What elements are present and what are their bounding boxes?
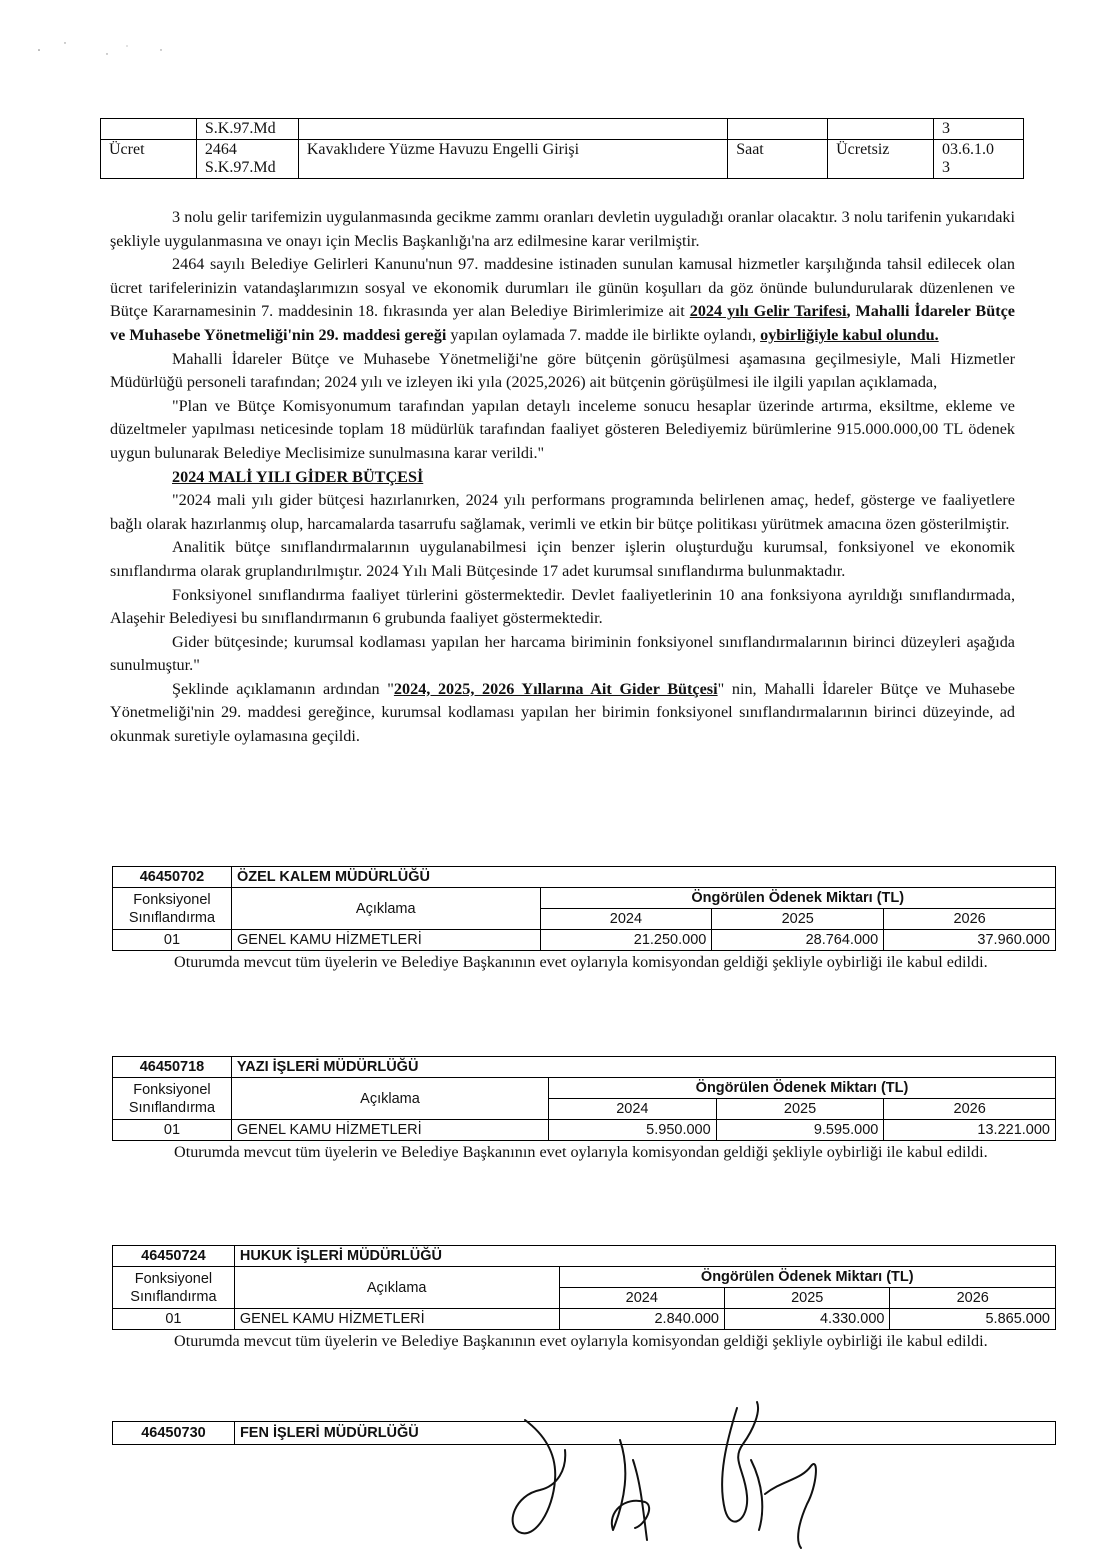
fonksiyonel-header: Fonksiyonel Sınıflandırma	[113, 1078, 232, 1120]
table-row	[101, 140, 1024, 179]
vote-result: Oturumda mevcut tüm üyelerin ve Belediye Başkanının evet oylarıyla komisyondan geldiği şekliyle oybirliği ile kabul edildi.	[174, 1143, 988, 1161]
text-span: 2024 yılı Gelir Tarifesi	[689, 302, 847, 321]
paragraph: Fonksiyonel sınıflandırma faaliyet türlerini göstermektedir. Devlet faaliyetlerinin 10 ana fonksiyona ayrıldığı sınıflandırmada, Alaşehir Belediyesi bu sınıflandırmanın 6 grubunda faaliyet göstermektedir.	[110, 585, 1015, 628]
text-span: " nin, Mahalli İdareler Bütçe ve Muhasebe Yönetmeliği'nin 29. maddesi gereğince, kurumsal kodlaması yapılan her birimin fonksiyonel sınıflandırmalarının birinci düzeyinde, ad okunmak suretiyle oylamasına geçildi.	[110, 679, 1015, 746]
tariff-law: S.K.97.Md	[196, 119, 298, 140]
unit-name: HUKUK İŞLERİ MÜDÜRLÜĞÜ	[234, 1246, 1055, 1267]
text-span: , Mahalli İdareler Bütçe ve Muhasebe Yönetmeliği'nin 29. maddesi gereği	[110, 302, 1015, 344]
year-header: 2026	[884, 1099, 1056, 1120]
func-name: GENEL KAMU HİZMETLERİ	[231, 930, 540, 951]
fonksiyonel-header: Fonksiyonel Sınıflandırma	[113, 888, 232, 930]
body-text	[110, 206, 1015, 749]
amount-2025: 4.330.000	[725, 1309, 890, 1330]
tariff-code: 3	[934, 119, 1024, 140]
year-header: 2025	[716, 1099, 884, 1120]
func-code: 01	[113, 930, 232, 951]
aciklama-header: Açıklama	[231, 888, 540, 930]
tariff-table	[100, 118, 1024, 179]
func-name: GENEL KAMU HİZMETLERİ	[234, 1309, 559, 1330]
amount-2024: 21.250.000	[540, 930, 712, 951]
unit-name: ÖZEL KALEM MÜDÜRLÜĞÜ	[231, 867, 1055, 888]
vote-result: Oturumda mevcut tüm üyelerin ve Belediye Başkanının evet oylarıyla komisyondan geldiği şekliyle oybirliği ile kabul edildi.	[174, 953, 988, 971]
text-span: 2464 sayılı Belediye Gelirleri Kanunu'nun 97. maddesine istinaden sunulan kamusal hizmetler karşılığında tahsil edilecek olan ücret tarifelerinizin vatandaşlarımızın sosyal ve ekonomik durumları ile günün koşulları da göz önünde bulundurularak düzenlenen ve Bütçe Kararnamesinin 7. maddesinin 18. fıkrasında yer alan Belediye Birimlerimize ait	[110, 255, 1015, 321]
unit-code: 46450702	[113, 867, 232, 888]
text-span: oybirliğiyle kabul olundu.	[760, 325, 939, 344]
unit-code: 46450718	[113, 1057, 232, 1078]
table-row	[113, 1309, 1056, 1330]
ongorulen-header: Öngörülen Ödenek Miktarı (TL)	[549, 1078, 1056, 1099]
table-row	[113, 930, 1056, 951]
year-header: 2024	[540, 909, 712, 930]
tariff-code: 03.6.1.0 3	[934, 140, 1024, 179]
func-code: 01	[113, 1309, 235, 1330]
vote-result: Oturumda mevcut tüm üyelerin ve Belediye Başkanının evet oylarıyla komisyondan geldiği şekliyle oybirliği ile kabul edildi.	[174, 1332, 988, 1350]
year-header: 2026	[890, 1288, 1056, 1309]
budget-table	[112, 1245, 1056, 1330]
unit-code: 46450724	[113, 1246, 235, 1267]
tariff-unit	[728, 119, 828, 140]
budget-block	[112, 1056, 1058, 1164]
tariff-law: 2464 S.K.97.Md	[196, 140, 298, 179]
amount-2025: 9.595.000	[716, 1120, 884, 1141]
signature-1	[513, 1420, 566, 1533]
paragraph	[110, 678, 1015, 749]
year-header: 2024	[549, 1099, 717, 1120]
year-header: 2025	[725, 1288, 890, 1309]
tariff-unit: Saat	[728, 140, 828, 179]
ongorulen-header: Öngörülen Ödenek Miktarı (TL)	[559, 1267, 1055, 1288]
unit-code: 46450730	[113, 1422, 235, 1445]
text-span: yapılan oylamada 7. madde ile birlikte oylandı,	[446, 325, 761, 344]
tariff-type	[101, 119, 197, 140]
budget-block	[112, 866, 1058, 974]
paragraph: Gider bütçesinde; kurumsal kodlaması yapılan her harcama biriminin fonksiyonel sınıflandırmalarının birinci düzeyleri aşağıda sunulmuştur."	[110, 632, 1015, 675]
table-row	[101, 119, 1024, 140]
amount-2024: 2.840.000	[559, 1309, 724, 1330]
fonksiyonel-header: Fonksiyonel Sınıflandırma	[113, 1267, 235, 1309]
scan-noise	[35, 38, 175, 68]
paragraph	[110, 253, 1015, 347]
amount-2025: 28.764.000	[712, 930, 884, 951]
table-row	[113, 1120, 1056, 1141]
aciklama-header: Açıklama	[231, 1078, 548, 1120]
amount-2026: 5.865.000	[890, 1309, 1056, 1330]
signature-2	[612, 1440, 649, 1540]
func-name: GENEL KAMU HİZMETLERİ	[231, 1120, 548, 1141]
func-code: 01	[113, 1120, 232, 1141]
text-span: Şeklinde açıklamanın ardından "	[172, 679, 394, 698]
ongorulen-header: Öngörülen Ödenek Miktarı (TL)	[540, 888, 1055, 909]
section-heading: 2024 MALİ YILI GİDER BÜTÇESİ	[172, 467, 424, 486]
year-header: 2024	[559, 1288, 724, 1309]
tariff-fee	[828, 119, 934, 140]
year-header: 2026	[884, 909, 1056, 930]
paragraph: 3 nolu gelir tarifemizin uygulanmasında gecikme zammı oranları devletin uyguladığı oranlar olacaktır. 3 nolu tarifenin yukarıdaki şekliyle uygulanmasına ve onayı için Meclis Başkanlığı'na arz edilmesine karar verilmiştir.	[110, 208, 1015, 250]
tariff-description: Kavaklıdere Yüzme Havuzu Engelli Girişi	[298, 140, 727, 179]
budget-block	[112, 1245, 1058, 1353]
signatures	[495, 1400, 855, 1550]
year-header: 2025	[712, 909, 884, 930]
unit-name: YAZI İŞLERİ MÜDÜRLÜĞÜ	[231, 1057, 1055, 1078]
paragraph: "2024 mali yılı gider bütçesi hazırlanırken, 2024 yılı performans programında belirlenen amaç, hedef, gösterge ve faaliyetlere bağlı olarak hazırlanmış olup, harcamalarda tasarrufu sağlamak, verimli ve etkin bir bütçe politikası yürütmek amacına özen gösterilmiştir.	[110, 491, 1015, 533]
paragraph: Mahalli İdareler Bütçe ve Muhasebe Yönetmeliği'ne göre bütçenin görüşülmesi aşamasına geçilmesiyle, Mali Hizmetler Müdürlüğü personeli tarafından; 2024 yılı ve izleyen iki yıla (2025,2026) ait bütçenin görüşülmesi ile ilgili yapılan açıklamada,	[110, 349, 1015, 392]
tariff-type: Ücret	[101, 140, 197, 179]
text-span: 2024, 2025, 2026 Yıllarına Ait Gider Bütçesi	[393, 679, 718, 698]
tariff-description	[298, 119, 727, 140]
signature-3	[722, 1402, 816, 1548]
unit-name: FEN İŞLERİ MÜDÜRLÜĞÜ	[234, 1422, 1055, 1445]
budget-table	[112, 866, 1056, 951]
tariff-fee: Ücretsiz	[828, 140, 934, 179]
amount-2026: 37.960.000	[884, 930, 1056, 951]
paragraph: "Plan ve Bütçe Komisyonumum tarafından yapılan detaylı inceleme sonucu hesaplar üzerinde artırma, eksiltme, ekleme ve düzeltmeler yapılması neticesinde toplam 18 müdürlük tarafından faaliyet gösteren Belediyemiz bürümlerine 915.000.000,00 TL ödenek uygun bulunarak Belediye Meclisimize sunulmasına karar verildi."	[110, 396, 1015, 462]
aciklama-header: Açıklama	[234, 1267, 559, 1309]
budget-table	[112, 1056, 1056, 1141]
amount-2024: 5.950.000	[549, 1120, 717, 1141]
amount-2026: 13.221.000	[884, 1120, 1056, 1141]
paragraph: Analitik bütçe sınıflandırmalarının uygulanabilmesi için benzer işlerin oluşturduğu kurumsal, fonksiyonel ve ekonomik sınıflandırma olarak gruplandırılmıştır. 2024 Yılı Mali Bütçesinde 17 adet kurumsal sınıflandırma bulunmaktadır.	[110, 538, 1015, 580]
